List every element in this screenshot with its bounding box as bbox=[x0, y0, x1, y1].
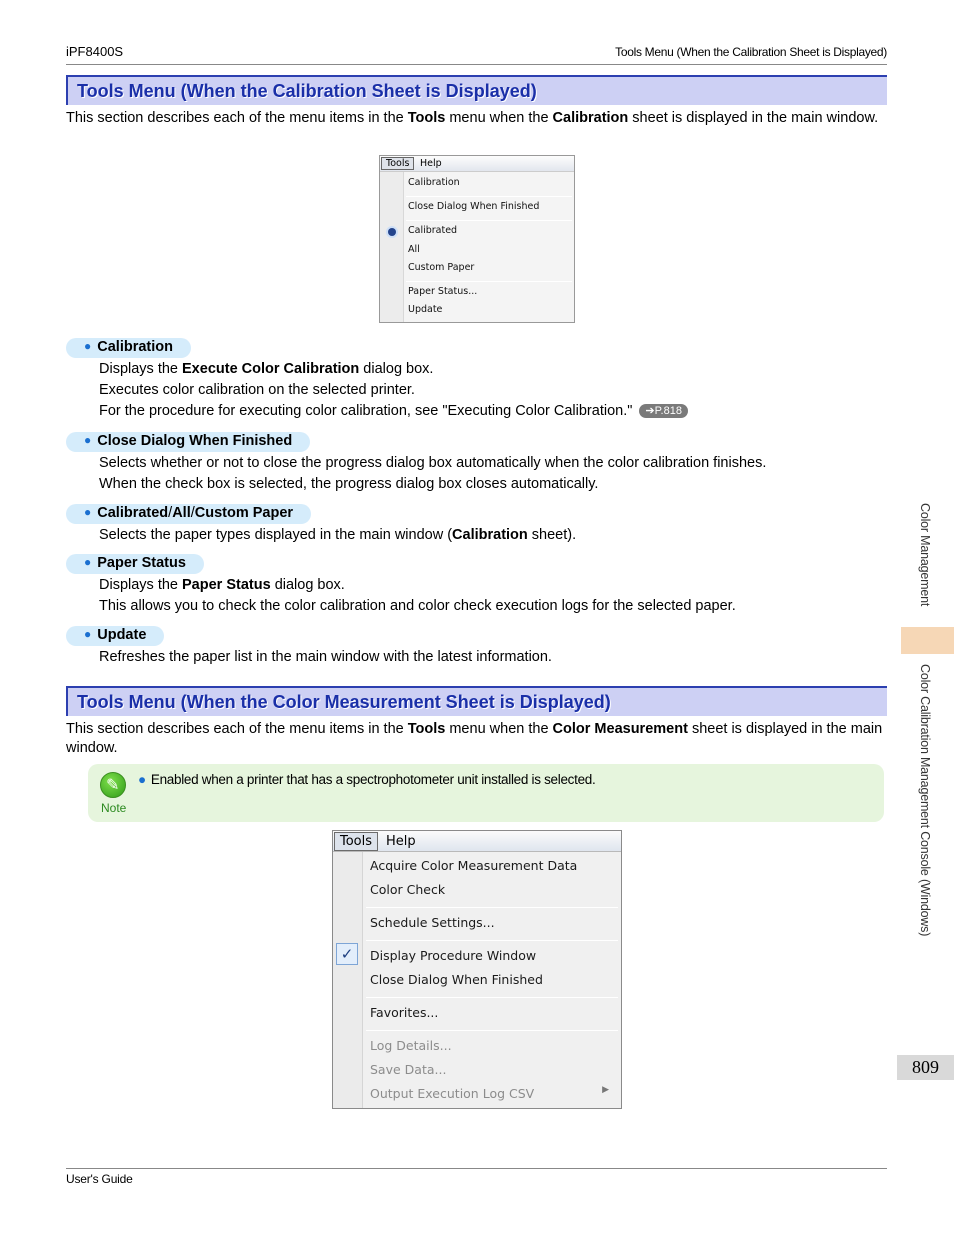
bullet-icon: ● bbox=[84, 339, 92, 353]
item-heading-paper-status: ● Paper Status bbox=[66, 554, 204, 574]
menu-separator bbox=[406, 196, 572, 197]
checkmark-icon: ✓ bbox=[336, 943, 358, 965]
side-tab-section[interactable]: Color Calibration Management Console (Windows) bbox=[918, 664, 932, 937]
header-divider bbox=[66, 64, 887, 65]
menu-item-log-details: Log Details... bbox=[370, 1038, 452, 1053]
item-desc-calibrated: Selects the paper types displayed in the main window (Calibration sheet). bbox=[99, 527, 577, 543]
menu-item-paper-status: Paper Status... bbox=[408, 286, 478, 297]
menu-separator bbox=[406, 281, 572, 282]
menu-gutter bbox=[380, 172, 404, 322]
item-heading-calibration: ● Calibration bbox=[66, 338, 191, 358]
bullet-icon: ● bbox=[84, 627, 92, 641]
menu-item-close-dialog: Close Dialog When Finished bbox=[370, 972, 543, 987]
menu-bar-help: Help bbox=[420, 158, 442, 169]
page-reference-link[interactable]: ➔P.818 bbox=[639, 404, 688, 418]
bullet-icon: ● bbox=[138, 772, 146, 787]
note-pencil-icon bbox=[100, 772, 126, 798]
menu-separator bbox=[366, 907, 618, 908]
menu-separator bbox=[366, 940, 618, 941]
menu-separator bbox=[366, 1030, 618, 1031]
menu-item-calibration: Calibration bbox=[408, 177, 460, 188]
menu-item-schedule-settings: Schedule Settings... bbox=[370, 915, 495, 930]
bullet-icon: ● bbox=[84, 433, 92, 447]
side-tab-marker bbox=[901, 627, 954, 654]
section-intro-color-measurement: This section describes each of the menu items in the Tools menu when the Color Measurement sheet is displayed in the main window. bbox=[66, 721, 883, 756]
item-heading-update: ● Update bbox=[66, 626, 164, 646]
menu-item-display-procedure-window: Display Procedure Window bbox=[370, 948, 537, 963]
footer-divider bbox=[66, 1168, 887, 1169]
menu-item-update: Update bbox=[408, 304, 443, 315]
bullet-icon: ● bbox=[84, 505, 92, 519]
submenu-arrow-icon: ▶ bbox=[602, 1085, 609, 1095]
menu-bar-tools: Tools bbox=[334, 832, 378, 851]
menu-item-output-log-csv: Output Execution Log CSV bbox=[370, 1086, 535, 1101]
header-model: iPF8400S bbox=[66, 44, 124, 59]
item-desc-paper-status: Displays the Paper Status dialog box. This allows you to check the color calibration and color check execution logs for the selected paper. bbox=[99, 577, 736, 614]
note-label: Note bbox=[101, 801, 127, 815]
menu-bar bbox=[333, 831, 621, 852]
note-box bbox=[88, 764, 884, 822]
radio-selected-icon bbox=[388, 228, 396, 236]
menu-item-custom-paper: Custom Paper bbox=[408, 262, 475, 273]
side-tab-chapter[interactable]: Color Management bbox=[918, 503, 932, 607]
menu-item-all: All bbox=[408, 244, 420, 255]
note-text: ● Enabled when a printer that has a spectrophotometer unit installed is selected. bbox=[138, 772, 596, 787]
menu-bar-tools: Tools bbox=[381, 157, 414, 170]
tools-menu-screenshot-calibration bbox=[379, 155, 575, 323]
tools-menu-screenshot-color-measurement bbox=[332, 830, 622, 1109]
item-heading-calibrated-all-custom: ● Calibrated/All/Custom Paper bbox=[66, 504, 311, 524]
menu-separator bbox=[366, 997, 618, 998]
page-number: 809 bbox=[897, 1055, 954, 1080]
footer-text: User's Guide bbox=[66, 1172, 133, 1186]
menu-item-save-data: Save Data... bbox=[370, 1062, 447, 1077]
menu-item-color-check: Color Check bbox=[370, 882, 446, 897]
item-desc-close-dialog: Selects whether or not to close the progress dialog box automatically when the color calibration finishes. When the check box is selected, the progress dialog box closes automatically. bbox=[99, 455, 767, 492]
section-intro-calibration: This section describes each of the menu items in the Tools menu when the Calibration sheet is displayed in the main window. bbox=[66, 110, 879, 126]
header-chapter: Tools Menu (When the Calibration Sheet is Displayed) bbox=[615, 45, 887, 59]
item-heading-close-dialog: ● Close Dialog When Finished bbox=[66, 432, 310, 452]
bullet-icon: ● bbox=[84, 555, 92, 569]
menu-separator bbox=[406, 220, 572, 221]
menu-bar-help: Help bbox=[386, 834, 416, 849]
menu-item-favorites: Favorites... bbox=[370, 1005, 439, 1020]
menu-item-close-dialog: Close Dialog When Finished bbox=[408, 201, 540, 212]
menu-gutter bbox=[333, 852, 363, 1108]
menu-item-acquire-color-measurement: Acquire Color Measurement Data bbox=[370, 858, 578, 873]
item-desc-update: Refreshes the paper list in the main window with the latest information. bbox=[99, 649, 552, 665]
section-title-calibration: Tools Menu (When the Calibration Sheet is Displayed) bbox=[66, 75, 887, 105]
section-title-color-measurement: Tools Menu (When the Color Measurement Sheet is Displayed) bbox=[66, 686, 887, 716]
item-desc-calibration: Displays the Execute Color Calibration dialog box. Executes color calibration on the selected printer. For the procedure for executing color calibration, see "Executing Color Calibration." ➔P.818 bbox=[99, 359, 889, 422]
menu-bar bbox=[380, 156, 574, 172]
menu-item-calibrated: Calibrated bbox=[408, 225, 458, 236]
